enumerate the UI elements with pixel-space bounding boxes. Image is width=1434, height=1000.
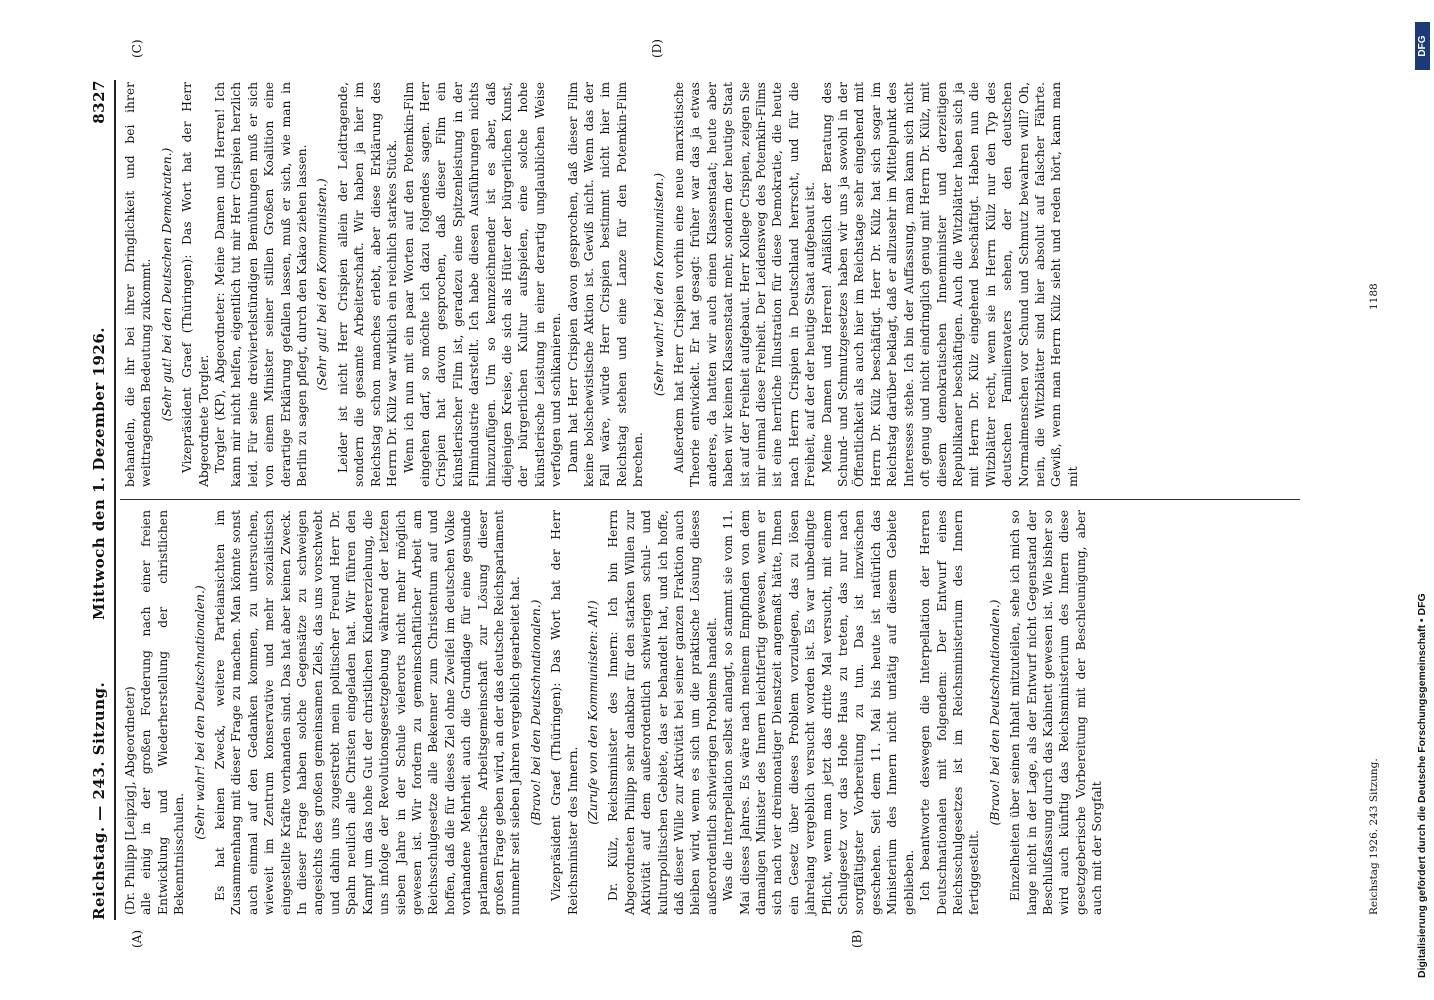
interjection: (Sehr wahr! bei den Kommunisten.) — [651, 172, 666, 397]
paragraph: Vizepräsident Graef (Thüringen): Das Wort hat der Herr Abgeordnete Torgler. — [180, 82, 211, 487]
page-number: 8327 — [90, 80, 108, 124]
paragraph: Torgler (KP), Abgeordneter: Meine Damen und Herren! Ich kann mir nicht helfen, eigentlich tut mir Herr Crispien herzlich leid. Für seine dreiviertelstündigen Bemühungen muß er sich von einem Minister seiner stillen Großen Koalition eine derartige Erklärung gefallen lassen, muß er sich, wie man in Berlin zu sagen pflegt, durch den Kakao ziehen lassen. — [213, 82, 310, 487]
interjection: (Sehr gut! bei den Kommunisten.) — [315, 178, 330, 391]
margin-mark-a: (A) — [130, 929, 144, 948]
speaker-line: (Dr. Philipp [Leipzig], Abgeordneter) — [123, 686, 137, 915]
paragraph: Vizepräsident Graef (Thüringen): Das Wort hat der Herr Reichsminister des Innern. — [549, 510, 580, 915]
paragraph: Ich beantworte deswegen die Interpellation der Herren Deutschnationalen mit folgendem: Der Entwurf eines Reichsschulgesetzes ist im Reichsministerium des Innern fertiggestellt. — [918, 510, 982, 915]
column-divider — [120, 499, 1300, 500]
interjection: (Bravo! bei den Deutschnationalen.) — [528, 599, 543, 826]
dfg-logo: DFG — [1415, 22, 1430, 70]
right-column — [122, 82, 1081, 487]
paragraph: Leider ist nicht Herr Crispien allein der Leidtragende, sondern die gesamte Arbeiterschaft. Wir haben ja hier im Reichstag schon manches erlebt, aber diese Erklärung des Herrn Dr. Külz war wirklich ein reichlich starkes Stück. — [335, 82, 400, 487]
paragraph: Wenn ich nun mit ein paar Worten auf den Potemkin-Film eingehen darf, so möchte ich dazu folgendes sagen. Herr Crispien hat davon gesprochen, daß dieser Film ein künstlerischer Film ist, geradezu eine Spitzenleistung in der Filmindustrie darstellt. Ich habe diesen Ausführungen nichts hinzuzufügen. Um so kennzeichnender ist es aber, daß diejenigen Kreise, die sich als Hüter der bürgerlichen Kunst, der bürgerlichen Kultur aufspielen, eine solche hohe künstlerische Leistung in einer derartig unglaublichen Weise verfolgen und schikanieren. — [401, 82, 564, 487]
credit-strip — [1413, 0, 1433, 1000]
page-header — [90, 80, 116, 920]
paragraph: Einzelheiten über seinen Inhalt mitzuteilen, sehe ich mich so lange nicht in der Lage, als der Entwurf nicht Gegenstand der Beschlußfassung durch das Kabinett gewesen ist. Wie bisher so wird auch künftig das Reichsministerium des Innern diese gesetzgeberische Vorbereitung mit der Beschleunigung, aber auch mit der Sorgfalt — [1008, 510, 1105, 915]
paragraph: Was die Interpellation selbst anlangt, so stammt sie vom 11. Mai dieses Jahres. Es wäre nach meinem Empfinden von dem damaligen Minister des Innern leichtfertig gewesen, wenn er sich nach vier dreimonatiger Dienstzeit angemaßt hätte, Ihnen ein Gesetz über dieses Problem vorzulegen, das zu lösen jahrelang vergeblich versucht worden ist. Es war unbedingte Pflicht, wenn man jetzt das dritte Mal versucht, mit einem Schulgesetz vor das Hohe Haus zu treten, das nur nach sorgfältigster Vorbereitung zu tun. Das ist inzwischen geschehen. Seit dem 11. Mai bis heute ist natürlich das Ministerium des Innern nicht untätig auf diesem Gebiete geblieben. — [721, 510, 916, 915]
interjection: (Sehr wahr! bei den Deutschnationalen.) — [192, 585, 207, 840]
left-column — [122, 510, 1106, 915]
header-left: Reichstag. — 243. Sitzung. — [90, 681, 108, 920]
margin-mark-d: (D) — [650, 39, 664, 58]
paragraph: Außerdem hat Herr Crispien vorhin eine neue marxistische Theorie entwickelt. Er hat gesagt: früher war das ja etwas anderes, da hatten wir auch einen Klassenstaat; heute aber haben wir keinen Klassenstaat mehr, sondern der heutige Staat ist auf der Freiheit aufgebaut. Herr Kollege Crispien, zeigen Sie mir einmal diese Freiheit. Der Leidensweg des Potemkin-Films ist eine herrliche Illustration für diese Demokratie, die heute nach Herrn Crispien in Deutschland herrscht, und für die Freiheit, auf der der heutige Staat aufgebaut ist. — [672, 82, 818, 487]
credit-text: Digitalisierung gefördert durch die Deutsche Forschungsgemeinschaft • DFG — [1416, 593, 1428, 978]
interjection: (Sehr gut! bei den Deutschen Demokraten.) — [159, 147, 174, 422]
paragraph: behandeln, die ihr bei ihrer Dringlichkeit und bei ihrer weittragenden Bedeutung zukommt. — [123, 82, 154, 487]
paragraph: Dann hat Herr Crispien davon gesprochen, daß dieser Film keine bolschewistische Aktion ist. Gewiß nicht. Wenn das der Fall wäre, würde Herr Crispien bestimmt nicht hier im Reichstag stehen und eine Lanze für den Potemkin-Film brechen. — [565, 82, 646, 487]
footer-left: Reichstag 1926. 243 Sitzung. — [1368, 758, 1380, 915]
margin-mark-c: (C) — [130, 39, 144, 58]
header-center: Mittwoch den 1. Dezember 1926. — [90, 327, 108, 620]
interjection: (Zurufe von den Kommunisten: Ah!) — [585, 600, 600, 825]
footer-signature: 1188 — [1368, 283, 1380, 310]
margin-mark-b: (B) — [850, 929, 864, 948]
header-rule — [114, 80, 116, 920]
interjection: (Bravo! bei den Deutschnationalen.) — [987, 599, 1002, 826]
paragraph: Dr. Külz, Reichsminister des Innern: Ich bin Herrn Abgeordneten Philipp sehr dankbar für den starken Willen zur Aktivität auf dem außerordentlich schwierigen schul- und kulturpolitischen Gebiete, das er behandelt hat, und ich hoffe, daß dieser Wille zur Aktivität bei seiner ganzen Fraktion auch bleiben wird, wenn es sich um die praktische Lösung dieses außerordentlich schwierigen Problems handelt. — [606, 510, 719, 915]
paragraph: Meine Damen und Herren! Anläßlich der Beratung des Schund- und Schmutzgesetzes haben wir uns ja sowohl in der Öffentlichkeit als auch hier im Reichstage sehr eingehend mit Herrn Dr. Külz beschäftigt. Herr Dr. Külz hat sich sogar im Reichstag darüber beklagt, daß er allzusehr im Mittelpunkt des Interesses stehe. Ich bin der Auffassung, man kann sich nicht oft genug und nicht eindringlich genug mit Herrn Dr. Külz, mit diesem demokratischen Innenminister und derzeitigen Republikaner beschäftigen. Auch die Witzblätter haben sich ja mit Herrn Dr. Külz eingehend beschäftigt. Haben nun die Witzblätter recht, wenn sie in Herrn Külz nur den Typ des deutschen Familienvaters sehen, der den deutschen Normalmenschen vor Schund und Schmutz bewahren will? Oh, nein, die Witzblätter sind hier absolut auf falscher Fährte. Gewiß, wenn man Herrn Külz sieht und reden hört, kann man mit — [819, 82, 1080, 487]
paragraph: Es hat keinen Zweck, weitere Parteiansichten im Zusammenhang mit dieser Frage zu machen. Man könnte sonst auch einmal auf den Gedanken kommen, zu untersuchen, wieweit im Zentrum konservative und mehr sozialistisch eingestellte Kräfte vorhanden sind. Das hat aber keinen Zweck. In dieser Frage haben solche Gegensätze zu schweigen angesichts des großen gemeinsamen Ziels, das uns vorschwebt und dahin uns zugestrebt mein politischer Freund Herr Dr. Spahn neulich alle Christen eingeladen hat. Wir führen den Kampf um das hohe Gut der christlichen Kindererziehung, die uns infolge der Revolutionsgesetzgebung während der letzten sieben Jahre in der Schule vielerorts nicht mehr möglich gewesen ist. Wir fordern zu gemeinschaftlicher Arbeit am Reichsschulgesetze alle Bekenner zum Christentum auf und hoffen, daß die für dieses Ziel ohne Zweifel im deutschen Volke vorhandene Mehrheit auch die Grundlage für eine gesunde parlamentarische Arbeitsgemeinschaft zur Lösung dieser großen Frage geben wird, an der das deutsche Reichsparlament nunmehr seit sieben Jahren vergeblich gearbeitet hat. — [213, 510, 523, 915]
paragraph: alle einig in der großen Forderung nach einer freien Entwicklung und Wiederherstellung der christlichen Bekenntnisschulen. — [139, 510, 187, 915]
